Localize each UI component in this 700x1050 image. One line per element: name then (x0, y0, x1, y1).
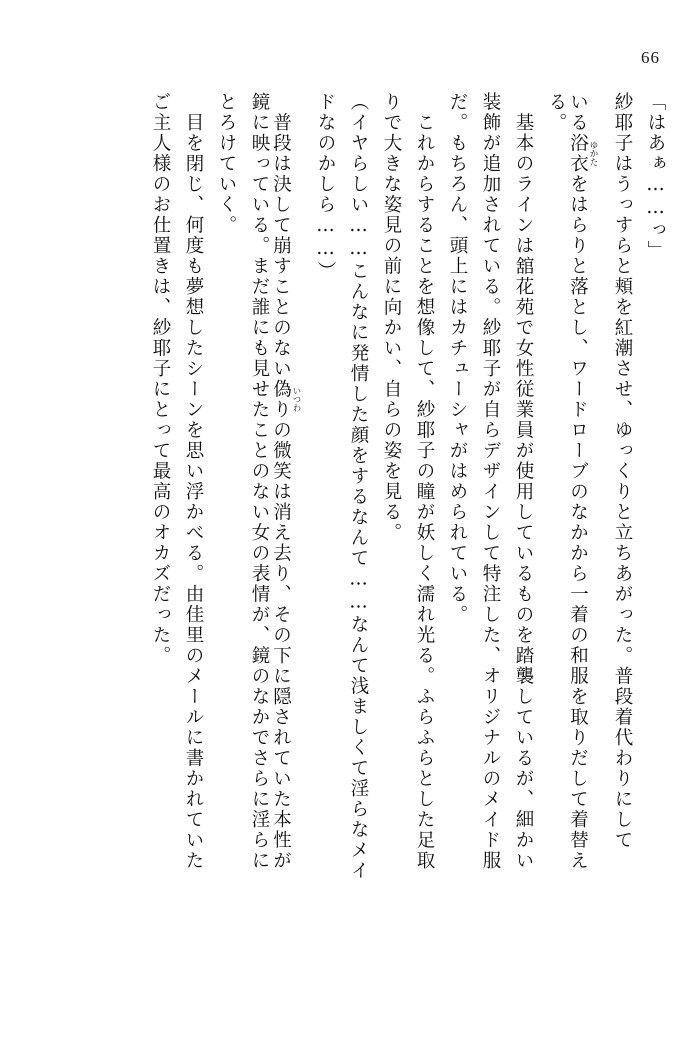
text-line: とろけていく。 (216, 92, 237, 236)
text-line: ご主人様のお仕置きは、紗耶子にとって最高のオカズだった。 (150, 92, 171, 666)
text-line: これからすることを想像して、紗耶子の瞳が妖しく濡れ光る。ふらふらとした足取 (414, 92, 435, 871)
vertical-text-body (36, 92, 664, 998)
text-line: だ。もちろん、頭上にはカチューシャがはめられている。 (447, 92, 468, 625)
text-line: 基本のラインは舘花苑で女性従業員が使用しているものを踏襲しているが、細かい (513, 92, 534, 871)
text-line: る。 (546, 92, 567, 133)
text-line: ドなのかしら……） (315, 92, 336, 282)
text-line: 紗耶子はうっすらと頬を紅潮させ、ゆっくりと立ちあがった。普段着代わりにして (612, 92, 633, 851)
text-line: 装飾が追加されている。紗耶子が自らデザインして特注した、オリジナルのメイド服 (480, 92, 501, 871)
text-line: いる浴衣 ゆかたをはらりと落とし、ワードローブのなかから一着の和服を取りだして着替え (567, 92, 598, 871)
text-line: （イヤらしい……こんなに発情した顔をするなんて……なんて浅ましくて淫らなメイ (348, 92, 369, 881)
page-number: 66 (641, 48, 660, 67)
text-line: 鏡に映っている。まだ誰にも見せたことのない女の表情が、鏡のなかでさらに淫らに (249, 92, 270, 871)
text-line: 普段は決して崩すことのない偽り いつわの微笑は消え去り、その下に隠されていた本性が (270, 92, 301, 871)
text-line: 目を閉じ、何度も夢想したシーンを思い浮かべる。由佳里のメールに書かれていた (183, 92, 204, 871)
text-line: 「はあぁ……っ」 (645, 92, 666, 261)
text-line: りで大きな姿見の前に向かい、自らの姿を見る。 (381, 92, 402, 543)
